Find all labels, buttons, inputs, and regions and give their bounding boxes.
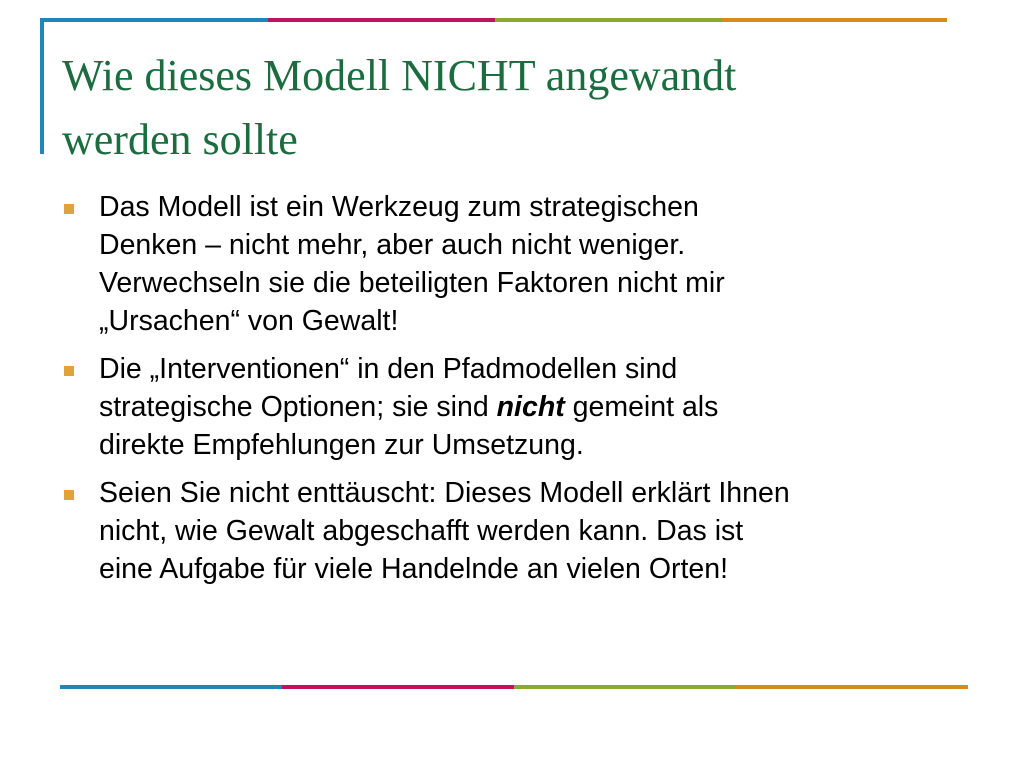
stripe-segment-magenta — [268, 18, 494, 22]
square-bullet-icon — [64, 490, 74, 500]
bullet-line: eine Aufgabe für viele Handelnde an vielen Orten! — [99, 553, 729, 585]
stripe-segment-orange — [721, 18, 947, 22]
stripe-segment-green — [495, 18, 721, 22]
bullet-line: Die „Interventionen“ in den Pfadmodellen sind — [99, 353, 678, 385]
bullet-line: Das Modell ist ein Werkzeug zum strategischen — [99, 191, 699, 223]
bullet-line: direkte Empfehlungen zur Umsetzung. — [99, 429, 584, 461]
slide-title-line-2: werden sollte — [62, 115, 298, 164]
bullet-list — [62, 188, 982, 598]
stripe-segment-green — [514, 685, 736, 689]
top-decorative-stripe — [42, 18, 947, 22]
slide-title — [62, 44, 962, 172]
bullet-text — [99, 350, 982, 464]
emphasized-word: nicht — [496, 391, 565, 423]
bullet-line-with-emphasis — [99, 388, 982, 426]
stripe-segment-blue — [60, 685, 282, 689]
bullet-line: nicht, wie Gewalt abgeschafft werden kann. Das ist — [99, 515, 744, 547]
bullet-line: „Ursachen“ von Gewalt! — [99, 305, 399, 337]
bullet-line-before: strategische Optionen; sie sind — [99, 391, 497, 423]
stripe-segment-blue — [42, 18, 268, 22]
bullet-line: Denken – nicht mehr, aber auch nicht weniger. — [99, 229, 686, 261]
bullet-line: Verwechseln sie die beteiligten Faktoren nicht mir — [99, 267, 725, 299]
square-bullet-icon — [64, 204, 74, 214]
bullet-text — [99, 474, 982, 588]
bullet-item-2 — [62, 350, 982, 464]
stripe-segment-orange — [736, 685, 968, 689]
bullet-item-3 — [62, 474, 982, 588]
bullet-item-1 — [62, 188, 982, 340]
bullet-line: Seien Sie nicht enttäuscht: Dieses Modell erklärt Ihnen — [99, 477, 790, 509]
stripe-segment-magenta — [282, 685, 514, 689]
bullet-text — [99, 188, 982, 340]
slide-title-line-1: Wie dieses Modell NICHT angewandt — [62, 51, 737, 100]
square-bullet-icon — [64, 366, 74, 376]
bottom-decorative-stripe — [60, 685, 968, 689]
left-decorative-bar — [40, 18, 44, 154]
bullet-line-after: gemeint als — [564, 391, 719, 423]
